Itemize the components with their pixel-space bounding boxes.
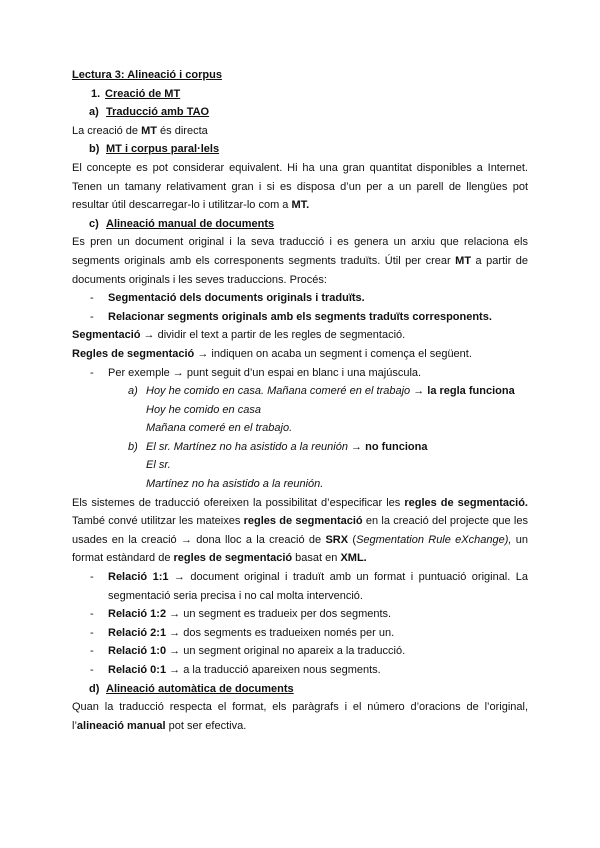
example-item: - Per exemple → punt seguit d’un espai en blanc i una majúscula. xyxy=(90,366,422,379)
example-a-line1: Hoy he comido en casa xyxy=(146,403,261,416)
relacio-item: - Relació 1:0 → un segment original no apareix a la traducció. xyxy=(90,645,406,658)
paragraph-sistemes: Els sistemes de traducció ofereixen la possibilitat d’especificar les regles de segmentació. També convé utilitzar les mateixes regles de segmentació en la creació del projecte que les usades en la creació → dona lloc a la creació de SRX (Segmentation Rule eXchange), un format estàndard de regles de segmentació basat en XML. xyxy=(72,496,528,565)
heading-a: a) Traducció amb TAO xyxy=(89,106,210,119)
paragraph-b: El concepte es pot considerar equivalent. Hi ha una gran quantitat disponibles a Internet. Tenen un tamany relativament gran i si es disposa d’un per a un parell de llengües pot resultar útil descarregar-lo i utilitzar-lo com a MT. xyxy=(72,161,528,212)
list-item-segmentacio: - Segmentació dels documents originals i traduïts. xyxy=(90,292,365,305)
heading-1: 1. Creació de MT xyxy=(91,87,181,100)
segmentacio-definition: Segmentació → dividir el text a partir de les regles de segmentació. xyxy=(72,329,406,342)
relacio-item: - Relació 2:1 → dos segments es tradueixen només per un. xyxy=(90,626,395,639)
paragraph-c: Es pren un document original i la seva traducció i es genera un arxiu que relaciona els segments originals amb els corresponents segments traduïts. Útil per crear MT a partir de documents originals i les seves traduccions. Procés: xyxy=(72,236,528,286)
paragraph-a: La creació de MT és directa xyxy=(72,124,208,137)
document-title: Lectura 3: Alineació i corpus xyxy=(72,69,222,81)
relacio-item: - Relació 1:1 → document original i traduït amb un format i puntuació original. La segmentació seria precisa i no cal molta intervenció. xyxy=(90,571,528,602)
heading-d: d) Alineació automàtica de documents xyxy=(89,682,294,695)
example-b-line2: Martínez no ha asistido a la reunión. xyxy=(146,478,324,491)
regles-definition: Regles de segmentació → indiquen on acaba un segment i comença el següent. xyxy=(72,347,472,360)
document-page xyxy=(72,66,528,735)
example-a: a) Hoy he comido en casa. Mañana comeré en el trabajo → la regla funciona xyxy=(128,385,515,398)
list-item-relacionar: - Relacionar segments originals amb els segments traduïts corresponents. xyxy=(90,310,492,323)
heading-b: b) MT i corpus paral·lels xyxy=(89,143,220,156)
example-b-line1: El sr. xyxy=(146,459,171,472)
example-b: b) El sr. Martínez no ha asistido a la reunión → no funciona xyxy=(128,440,428,453)
heading-c: c) Alineació manual de documents xyxy=(89,217,275,230)
example-a-line2: Mañana comeré en el trabajo. xyxy=(146,422,293,435)
relacio-item: - Relació 1:2 → un segment es tradueix per dos segments. xyxy=(90,608,392,621)
paragraph-d: Quan la traducció respecta el format, els paràgrafs i el número d’oracions de l’original, l’alineació manual pot ser efectiva. xyxy=(72,701,528,732)
relacio-item: - Relació 0:1 → a la traducció apareixen nous segments. xyxy=(90,664,381,676)
